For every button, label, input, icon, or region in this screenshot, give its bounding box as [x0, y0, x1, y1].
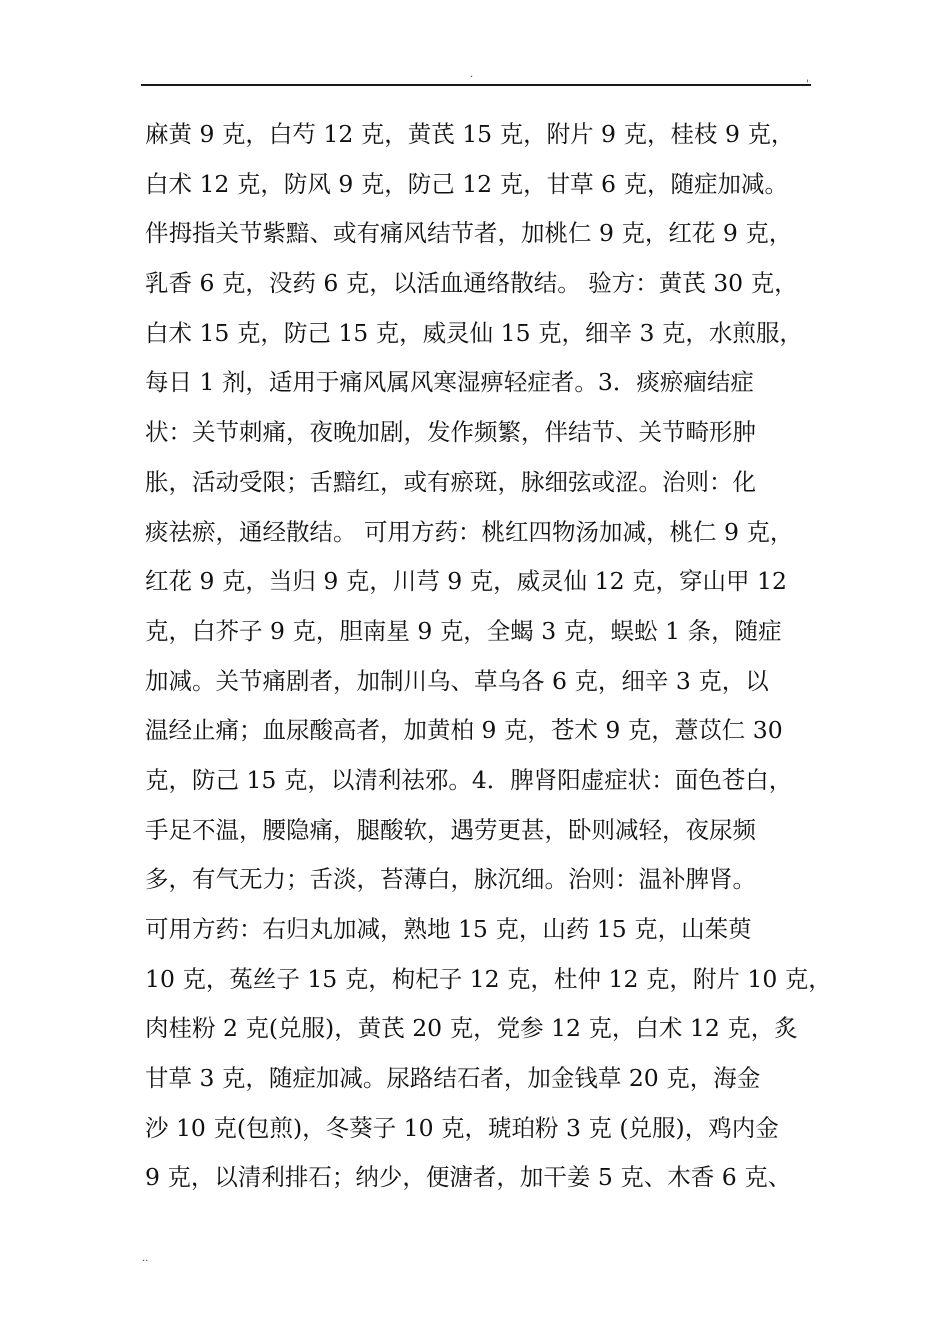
- text-line: 伴拇指关节紫黯、或有痛风结节者，加桃仁 9 克，红花 9 克，: [145, 219, 793, 248]
- text-line: 状：关节刺痛，夜晚加剧，发作频繁，伴结节、关节畸形肿: [145, 418, 756, 447]
- text-line: 可用方药：右归丸加减，熟地 15 克，山药 15 克，山茱萸: [145, 915, 752, 943]
- text-line: 多，有气无力；舌淡，苔薄白，脉沉细。治则：温补脾肾。: [145, 865, 756, 894]
- header-rule-end-mark: ': [806, 79, 809, 90]
- text-line: 温经止痛；血尿酸高者，加黄柏 9 克，苍术 9 克，薏苡仁 30: [145, 716, 783, 745]
- text-line: 克，白芥子 9 克，胆南星 9 克，全蝎 3 克，蜈蚣 1 条，随症: [145, 616, 782, 645]
- text-line: 每日 1 剂，适用于痛风属风寒湿痹轻症者。3．痰瘀痼结症: [145, 368, 754, 397]
- text-line: 加减。关节痛剧者，加制川乌、草乌各 6 克，细辛 3 克，以: [145, 666, 769, 695]
- text-line: 麻黄 9 克，白芍 12 克，黄芪 15 克，附片 9 克，桂枝 9 克，: [145, 120, 795, 148]
- text-line: 乳香 6 克，没药 6 克，以活血通络散结。 验方：黄芪 30 克，: [145, 269, 798, 298]
- header-rule: [141, 84, 811, 86]
- text-line: 痰祛瘀，通经散结。 可用方药：桃红四物汤加减，桃仁 9 克，: [145, 517, 794, 546]
- text-line: 肉桂粉 2 克(兑服)，黄芪 20 克，党参 12 克，白术 12 克，炙: [145, 1014, 798, 1043]
- footer-mark: ..: [142, 1253, 149, 1264]
- text-line: 甘草 3 克，随症加减。尿路结石者，加金钱草 20 克，海金: [145, 1064, 761, 1093]
- text-line: 白术 12 克，防风 9 克，防己 12 克，甘草 6 克，随症加减。: [145, 169, 788, 198]
- text-line: 沙 10 克(包煎)，冬葵子 10 克，琥珀粉 3 克 (兑服)，鸡内金: [145, 1113, 779, 1142]
- text-line: 10 克，菟丝子 15 克，枸杞子 12 克，杜仲 12 克，附片 10 克，: [145, 964, 832, 993]
- text-line: 胀，活动受限；舌黯红，或有瘀斑，脉细弦或涩。治则：化: [145, 467, 756, 496]
- text-line: 白术 15 克，防己 15 克，威灵仙 15 克，细辛 3 克，水煎服，: [145, 318, 803, 347]
- text-line: 克，防己 15 克，以清利祛邪。4．脾肾阳虚症状：面色苍白，: [145, 765, 793, 794]
- text-line: 9 克，以清利排石；纳少，便溏者，加干姜 5 克、木香 6 克、: [145, 1163, 792, 1192]
- document-body: [145, 110, 832, 1203]
- text-line: 红花 9 克，当归 9 克，川芎 9 克，威灵仙 12 克，穿山甲 12: [145, 567, 787, 596]
- text-line: 手足不温，腰隐痛，腿酸软，遇劳更甚，卧则减轻，夜尿频: [145, 815, 756, 844]
- header-mark: .: [470, 69, 474, 80]
